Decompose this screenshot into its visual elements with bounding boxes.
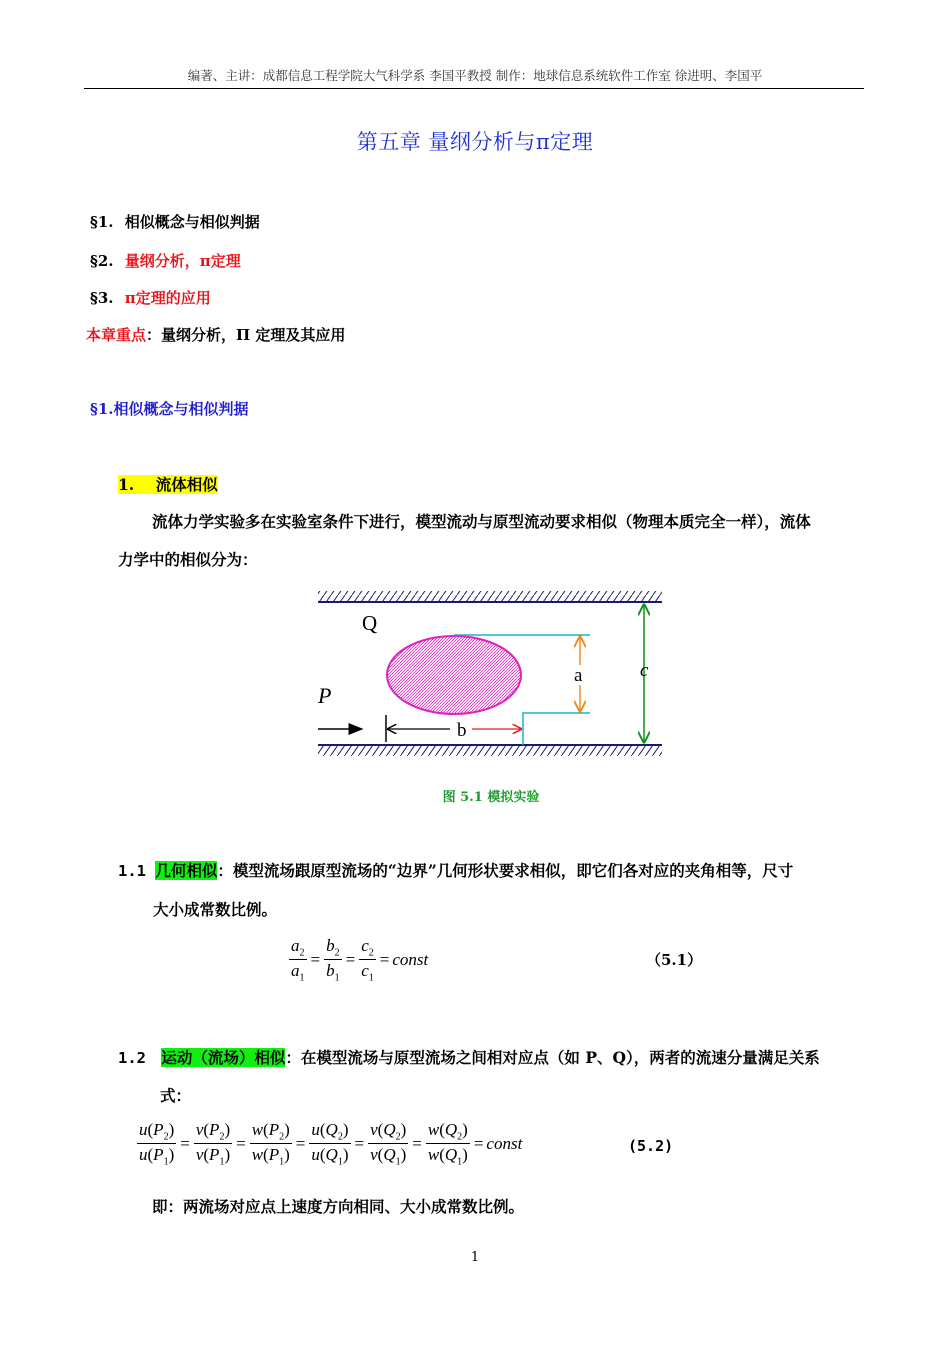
subsection-text: ：模型流场跟原型流场的“边界”几何形状要求相似，即它们各对应的夹角相等，尺寸 — [217, 861, 794, 880]
equation-number-5-2: (5.2) — [628, 1137, 674, 1155]
chapter-title: 第五章 量纲分析与π定理 — [356, 130, 594, 154]
equation-number-5-1: （5.1） — [646, 951, 703, 969]
subsection-1-number: 1. 流体相似 — [118, 475, 218, 494]
term-geometric-similarity: 几何相似 — [155, 861, 218, 880]
toc-number: §1. — [90, 213, 114, 231]
equation-5-1: $\frac{a_2}{a_1}$ = $\frac{b_2}{b_1}$ = $\frac{c_2}{c_1}$ = const — [291, 936, 429, 984]
toc-label: 量纲分析，π定理 — [124, 252, 241, 270]
section-1-heading: §1.相似概念与相似判据 — [90, 400, 249, 418]
step-reference-line — [523, 713, 590, 745]
fraction-v-p: $\frac{v(P_2)}{v(P_1)}$ — [195, 1120, 231, 1168]
paragraph-line: 大小成常数比例。 — [153, 900, 278, 919]
subsection-number: 1.1 — [118, 862, 146, 880]
fraction-u-p: $\frac{u(P_2)}{u(P_1)}$ — [139, 1120, 175, 1168]
term-kinematic-similarity: 运动（流场）相似 — [161, 1048, 286, 1067]
fraction-w-p: $\frac{w(P_2)}{w(P_1)}$ — [251, 1120, 290, 1168]
key-points — [86, 324, 345, 345]
equation-5-2: $\frac{u(P_2)}{u(P_1)}$ = $\frac{v(P_2)}{v(P_1)}$ = $\frac{w(P_2)}{w(P_1)}$ = $\frac{u(Q_2)}{u(Q_1)}$ = $\frac{v(Q_2)}{v(Q_1)}$ = $\frac{w(Q_2)}{w(Q_1)}$ = const — [139, 1120, 523, 1168]
fraction-w-q: $\frac{w(Q_2)}{w(Q_1)}$ — [427, 1120, 468, 1168]
fraction-b: $\frac{b_2}{b_1}$ — [326, 936, 340, 984]
simulation-figure — [310, 585, 670, 765]
page-header: 编著、主讲：成都信息工程学院大气科学系 李国平教授 制作：地球信息系统软件工作室 徐进明、李国平 — [187, 68, 763, 83]
conclusion-text: 即：两流场对应点上速度方向相同、大小成常数比例。 — [152, 1197, 525, 1216]
toc-item-1 — [90, 211, 260, 232]
toc-item-3 — [90, 287, 211, 308]
toc-item-2 — [90, 250, 241, 271]
label-P: P — [318, 683, 332, 708]
subsection-1-heading — [118, 473, 218, 495]
subsection-1-2 — [118, 1046, 820, 1068]
fraction-c: $\frac{c_2}{c_1}$ — [361, 936, 374, 984]
toc-number: §2. — [90, 252, 114, 270]
toc-number: §3. — [90, 289, 114, 307]
bottom-wall-hatch — [318, 745, 662, 756]
header-rule — [84, 88, 864, 89]
subsection-text: ：在模型流场与原型流场之间相对应点（如 P、Q），两者的流速分量满足关系 — [285, 1048, 820, 1067]
subsection-number: 1.2 — [118, 1049, 146, 1067]
obstacle-ellipse — [387, 636, 521, 714]
paragraph-line: 流体力学实验多在实验室条件下进行，模型流动与原型流动要求相似（物理本质完全一样），流体 — [152, 512, 811, 531]
figure-caption: 图 5.1 模拟实验 — [442, 790, 540, 805]
key-points-text: 量纲分析，Π 定理及其应用 — [161, 326, 346, 344]
subsection-1-1 — [118, 859, 793, 881]
fraction-v-q: $\frac{v(Q_2)}{v(Q_1)}$ — [370, 1120, 407, 1168]
label-Q: Q — [362, 611, 378, 635]
toc-label: 相似概念与相似判据 — [124, 213, 260, 231]
fraction-a: $\frac{a_2}{a_1}$ — [291, 936, 305, 984]
paragraph-line: 式： — [160, 1086, 192, 1105]
top-wall-hatch — [318, 591, 662, 602]
label-a: a — [574, 665, 583, 686]
page-number: 1 — [470, 1250, 480, 1265]
key-points-colon: ： — [146, 326, 162, 344]
key-points-label: 本章重点 — [86, 326, 147, 344]
label-c: c — [640, 660, 649, 681]
toc-label: π定理的应用 — [124, 289, 211, 307]
paragraph-line: 力学中的相似分为： — [118, 550, 258, 569]
fraction-u-q: $\frac{u(Q_2)}{u(Q_1)}$ — [311, 1120, 349, 1168]
label-b: b — [457, 720, 467, 741]
